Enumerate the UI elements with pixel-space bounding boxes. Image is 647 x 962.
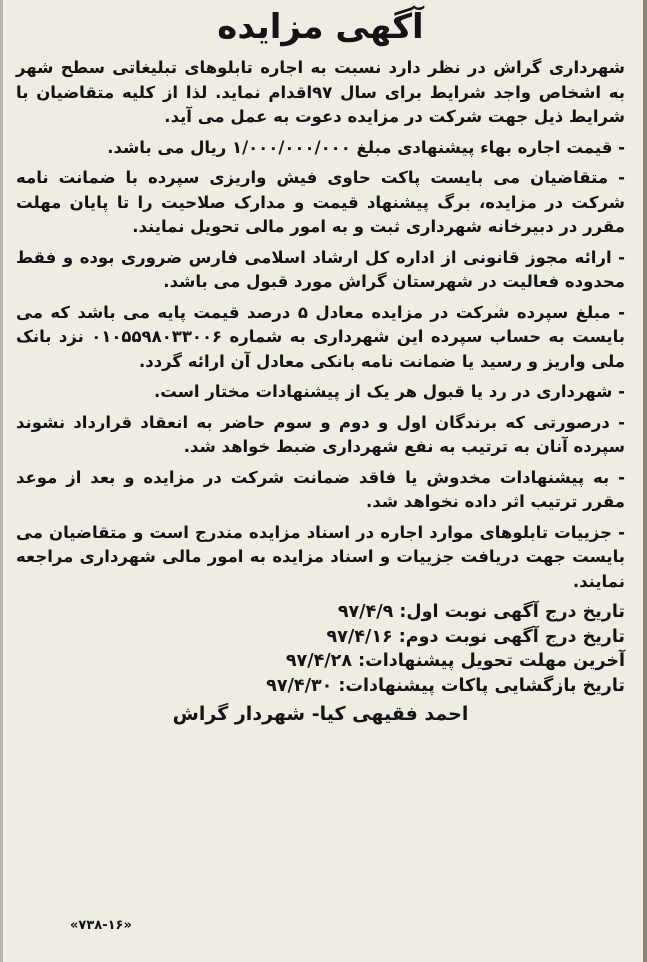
- dates-block: [16, 600, 625, 698]
- clipping-edge-right: [643, 0, 647, 962]
- signer: احمد فقیهی کیا- شهردار گراش: [172, 703, 469, 725]
- date-row: تاریخ بازگشایی پاکات پیشنهادات: ۹۷/۴/۳۰: [266, 675, 625, 696]
- condition-item: - شهرداری در رد یا قبول هر یک از پیشنهادات مختار است.: [153, 382, 625, 401]
- condition-item: - متقاضیان می بایست پاکت حاوی فیش واریزی سپرده با ضمانت نامه شرکت در مزایده، برگ پیشنهاد قیمت و مدارک صلاحیت را تا پایان مهلت مقرر در دبیرخانه شهرداری ثبت و به امور مالی تحویل نمایند.: [16, 168, 625, 236]
- ad-code: «۷۳۸-۱۶»: [70, 918, 132, 933]
- condition-item: - جزییات تابلوهای موارد اجاره در اسناد مزایده مندرج است و متقاضیان می بایست جهت دریافت جزییات و اسناد مزایده به امور مالی شهرداری مراجعه نمایند.: [16, 522, 625, 591]
- date-row: آخرین مهلت تحویل پیشنهادات: ۹۷/۴/۲۸: [285, 651, 625, 671]
- date-row: تاریخ درج آگهی نوبت دوم: ۹۷/۴/۱۶: [326, 626, 625, 647]
- notice-title: آگهی مزایده: [217, 7, 424, 47]
- condition-item: - به پیشنهادات مخدوش یا فاقد ضمانت شرکت در مزایده و بعد از موعد مقرر ترتیب اثر داده نخواهد شد.: [16, 467, 625, 511]
- date-row: تاریخ درج آگهی نوبت اول: ۹۷/۴/۹: [337, 602, 625, 622]
- intro-paragraph: شهرداری گراش در نظر دارد نسبت به اجاره تابلوهای تبلیغاتی سطح شهر به اشخاص واجد شرایط برای سال ۹۷اقدام نماید. لذا از کلیه متقاضیان با شرایط ذیل جهت شرکت در مزایده دعوت به عمل می آید.: [16, 58, 626, 126]
- condition-item: - ارائه مجوز قانونی از اداره کل ارشاد اسلامی فارس ضروری بوده و فقط محدوده فعالیت در شهرستان گراش مورد قبول می باشد.: [16, 247, 625, 291]
- condition-item: - قیمت اجاره بهاء پیشنهادی مبلغ ۱/۰۰۰/۰۰۰/۰۰۰ ریال می باشد.: [107, 137, 625, 157]
- condition-item: - مبلغ سپرده شرکت در مزایده معادل ۵ درصد قیمت پایه می باشد که می بایست به حساب سپرده این شهرداری به شماره ۰۱۰۵۵۹۸۰۳۳۰۰۶ نزد بانک ملی واریز و رسید یا ضمانت نامه بانکی معادل آن ارائه گردد.: [16, 302, 625, 371]
- clipping-edge-left: [0, 0, 3, 962]
- condition-item: - درصورتی که برندگان اول و دوم و سوم حاضر به انعقاد قرارداد نشوند سپرده آنان به ترتیب به نفع شهرداری ضبط خواهد شد.: [16, 412, 625, 456]
